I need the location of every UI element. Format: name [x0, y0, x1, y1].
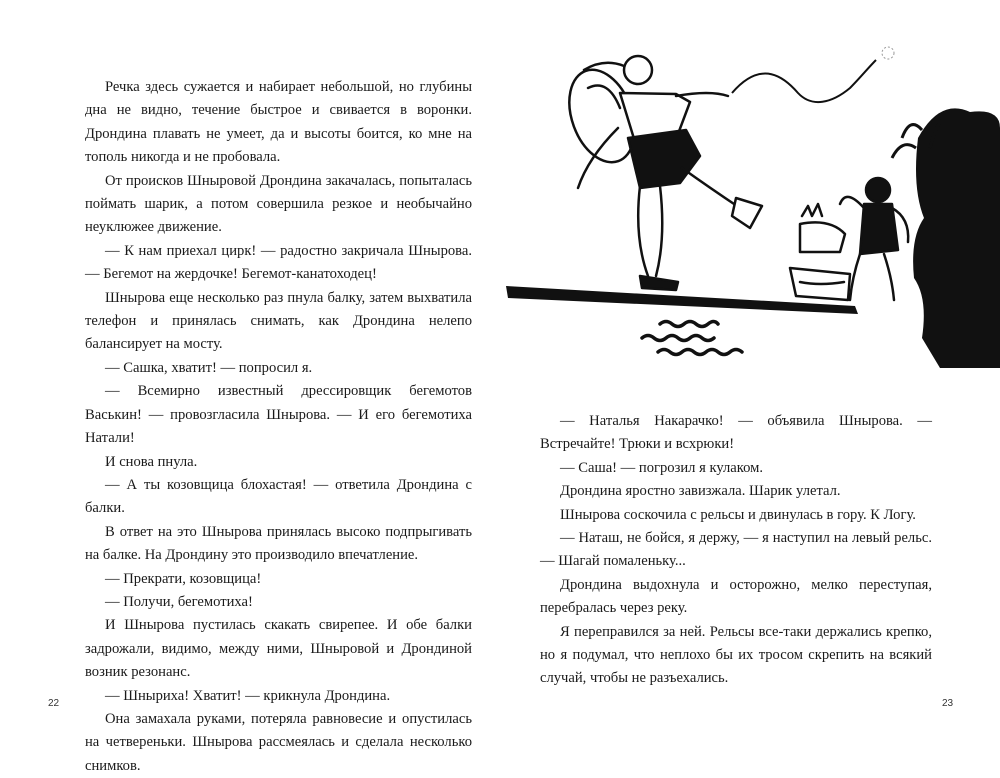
- left-page: [0, 0, 500, 774]
- paragraph: — Получи, бегемотиха!: [105, 593, 253, 610]
- paragraph: Она замахала руками, потеряла равновесие и опустилась на четвереньки. Шнырова рассмеялась и сделала несколько снимков.: [85, 710, 472, 774]
- paragraph: — Наташ, не бойся, я держу, — я наступил на левый рельс. — Шагай помаленьку...: [540, 530, 932, 570]
- paragraph: От происков Шныровой Дрондина закачалась, попыталась поймать шарик, а потом совершила резкое и необычайно неуклюжее движение.: [85, 172, 472, 236]
- paragraph: — Шныриха! Хватит! — крикнула Дрондина.: [105, 687, 391, 704]
- paragraph: В ответ на это Шнырова принялась высоко подпрыгивать на балке. На Дрондину это производило впечатление.: [85, 523, 472, 564]
- balloon: [882, 47, 894, 59]
- paragraph: — Всемирно известный дрессировщик бегемотов Васькин! — провозгласила Шнырова. — И его бегемотиха Натали!: [85, 383, 472, 447]
- paragraph: — А ты козовщица блохастая! — ответила Дрондина с балки.: [85, 476, 472, 517]
- paragraph: И снова пнула.: [105, 453, 198, 470]
- right-page: [500, 0, 1000, 764]
- paragraph: Шнырова еще несколько раз пнула балку, затем выхватила телефон и принялась снимать, как Дрондина нелепо балансирует на мосту.: [85, 289, 472, 353]
- paragraph: — Наталья Накарачко! — объявила Шнырова. — Встречайте! Трюки и всхрюки!: [540, 413, 932, 453]
- page-number-left: 22: [48, 698, 60, 709]
- right-text-block: [540, 410, 932, 691]
- girl-figure: [557, 56, 762, 290]
- foliage: [913, 108, 1000, 368]
- paragraph: — Прекрати, козовщица!: [105, 570, 262, 587]
- paragraph: Речка здесь сужается и набирает небольшой, но глубины дна не видно, течение быстрое и свивается в воронки. Дрондина плавать не умеет, да и высоты боится, ко мне на тополь никогда и не пробовала.: [85, 79, 472, 166]
- ink-illustration-girl-on-beam-icon: [500, 38, 1000, 368]
- paragraph: — Сашка, хватит! — попросил я.: [105, 359, 313, 376]
- paragraph: И Шнырова пустилась скакать свирепее. И обе балки задрожали, видимо, между ними, Шныровой и Дрондиной возник резонанс.: [85, 617, 472, 681]
- boy-figure: [790, 178, 908, 300]
- page-number-right: 23: [942, 698, 954, 709]
- water-ripples: [642, 322, 742, 355]
- left-text-block: [85, 76, 472, 778]
- paragraph: Я переправился за ней. Рельсы все-таки держались крепко, но я подумал, что неплохо бы их тросом скрепить на всякий случай, чтобы не разъехались.: [540, 623, 932, 687]
- paragraph: Шнырова соскочила с рельсы и двинулась в гору. К Логу.: [560, 506, 916, 523]
- paragraph: — Саша! — погрозил я кулаком.: [560, 459, 764, 476]
- paragraph: — К нам приехал цирк! — радостно закричала Шнырова. — Бегемот на жердочке! Бегемот-канатоходец!: [85, 242, 472, 283]
- balloon-string: [732, 60, 876, 102]
- paragraph: Дрондина яростно завизжала. Шарик улетал.: [560, 483, 841, 500]
- paragraph: Дрондина выдохнула и осторожно, мелко переступая, перебралась через реку.: [540, 576, 932, 617]
